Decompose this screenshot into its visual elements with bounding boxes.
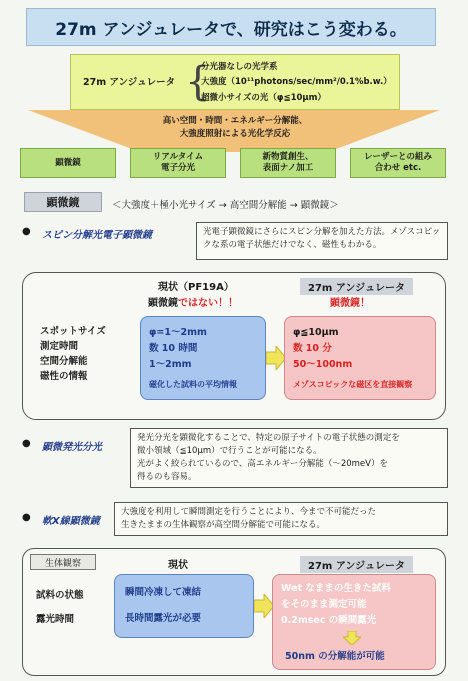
new-sub: 顕微鏡！: [330, 298, 370, 309]
row-label: 測定時間: [40, 341, 79, 352]
micro-desc-line: 光がよく絞られているので、高エネルギー分解能（〜20meV）を: [137, 459, 388, 469]
arrow-down-icon: [343, 631, 361, 645]
row-label: 試料の状態: [36, 590, 84, 601]
new-value: φ≦10μm: [293, 327, 339, 338]
current-values-box: [114, 574, 254, 638]
current-value: 磁化した試料の平均情報: [149, 380, 237, 389]
section-heading: 顕微鏡: [24, 192, 102, 212]
new-value: メゾスコピックな磁区を直接観察: [293, 380, 413, 389]
intro-label: 27m アンジュレータ: [83, 77, 176, 88]
micro-title: 顕微発光分光: [42, 442, 102, 453]
current-header: 現状（PF19A）: [158, 282, 234, 293]
current-sub: [148, 294, 238, 309]
arrow-right-icon: [266, 346, 286, 370]
new-header: 27m アンジュレータ: [300, 278, 413, 295]
app-label: レーザーとの組み 合わせ etc.: [363, 152, 432, 173]
app-label: リアルタイム 電子分光: [152, 152, 204, 173]
xray-desc-line: 生きたままの生体観察が高空間分解能で可能になる。: [121, 520, 326, 530]
funnel-line: 高い空間・時間・エネルギー分解能、: [162, 116, 308, 126]
bullet-icon: ●: [22, 226, 31, 237]
arrow-right-icon: [254, 594, 274, 618]
xray-desc: [114, 502, 448, 536]
new-value: Wet なままの生きた試料: [281, 583, 391, 594]
panel-tag: 生体観察: [30, 554, 96, 570]
new-value: 50nm の分解能が可能: [285, 651, 385, 662]
bullet-icon: ●: [22, 512, 31, 523]
app-box: [240, 148, 336, 178]
micro-desc: [130, 428, 448, 488]
xray-title: 軟X線顕微鏡: [42, 516, 100, 527]
current-value: φ=1〜2mm: [149, 327, 207, 338]
funnel-text: [130, 115, 340, 141]
app-label: 新物質創生、 表面ナノ加工: [262, 152, 314, 173]
current-value: 数 10 時間: [149, 343, 198, 354]
intro-feature: 超微小サイズの光（φ≦10μm）: [201, 93, 327, 103]
row-labels: [40, 324, 106, 384]
current-header: 現状: [168, 560, 188, 571]
micro-desc-line: 微小領域（≦10μm）で行うことが可能になる。: [137, 446, 322, 456]
intro-feature: 大強度（10¹¹photons/sec/mm²/0.1%b.w.）: [201, 77, 392, 87]
current-value: 1〜2mm: [149, 359, 192, 370]
new-value: 50〜100nm: [293, 359, 353, 370]
funnel-line: 大強度照射による光化学反応: [179, 129, 291, 139]
current-value: 長時間露光が必要: [125, 613, 202, 624]
intro-box: [70, 54, 400, 110]
spin-title: スピン分解光電子顕微鏡: [42, 230, 152, 241]
app-label: 顕微鏡: [55, 157, 81, 168]
row-label: 露光時間: [36, 614, 75, 625]
current-sub-a: 顕微鏡: [148, 298, 178, 309]
new-value: をそのまま測定可能: [281, 599, 367, 610]
bullet-icon: ●: [22, 438, 31, 449]
new-values-box: [284, 316, 436, 400]
new-values-box: [272, 574, 436, 670]
micro-desc-line: 得るのも容易。: [137, 472, 197, 482]
section-summary: ＜大強度＋極小光サイズ → 高空間分解能 → 顕微鏡＞: [112, 200, 339, 211]
spin-desc: 光電子顕微鏡にさらにスピン分解を加えた方法。メゾスコピックな系の電子状態だけでなく、磁性もわかる。: [196, 222, 448, 260]
row-label: スポットサイズ: [40, 326, 106, 337]
micro-desc-line: 発光分光を顕微化することで、特定の原子サイトの電子状態の測定を: [137, 433, 400, 443]
new-header: 27m アンジュレータ: [300, 556, 413, 573]
current-sub-b: ではない！！: [178, 298, 238, 309]
intro-feature: 分光器なしの光学系: [201, 62, 278, 72]
current-values-box: [140, 316, 266, 400]
xray-desc-line: 大強度を利用して瞬間測定を行うことにより、今まで不可能だった: [121, 507, 377, 517]
row-label: 空間分解能: [40, 356, 88, 367]
app-box: [20, 148, 116, 178]
new-value: 0.2msec の瞬間露光: [281, 615, 377, 626]
brace-icon: {: [185, 59, 211, 105]
page-title: 27m アンジュレータで、研究はこう変わる。: [26, 8, 436, 46]
row-label: 磁性の情報: [40, 371, 88, 382]
current-value: 瞬間冷凍して凍結: [125, 587, 202, 598]
app-box: [350, 148, 446, 178]
new-value: 数 10 分: [293, 343, 332, 354]
app-box: [130, 148, 226, 178]
